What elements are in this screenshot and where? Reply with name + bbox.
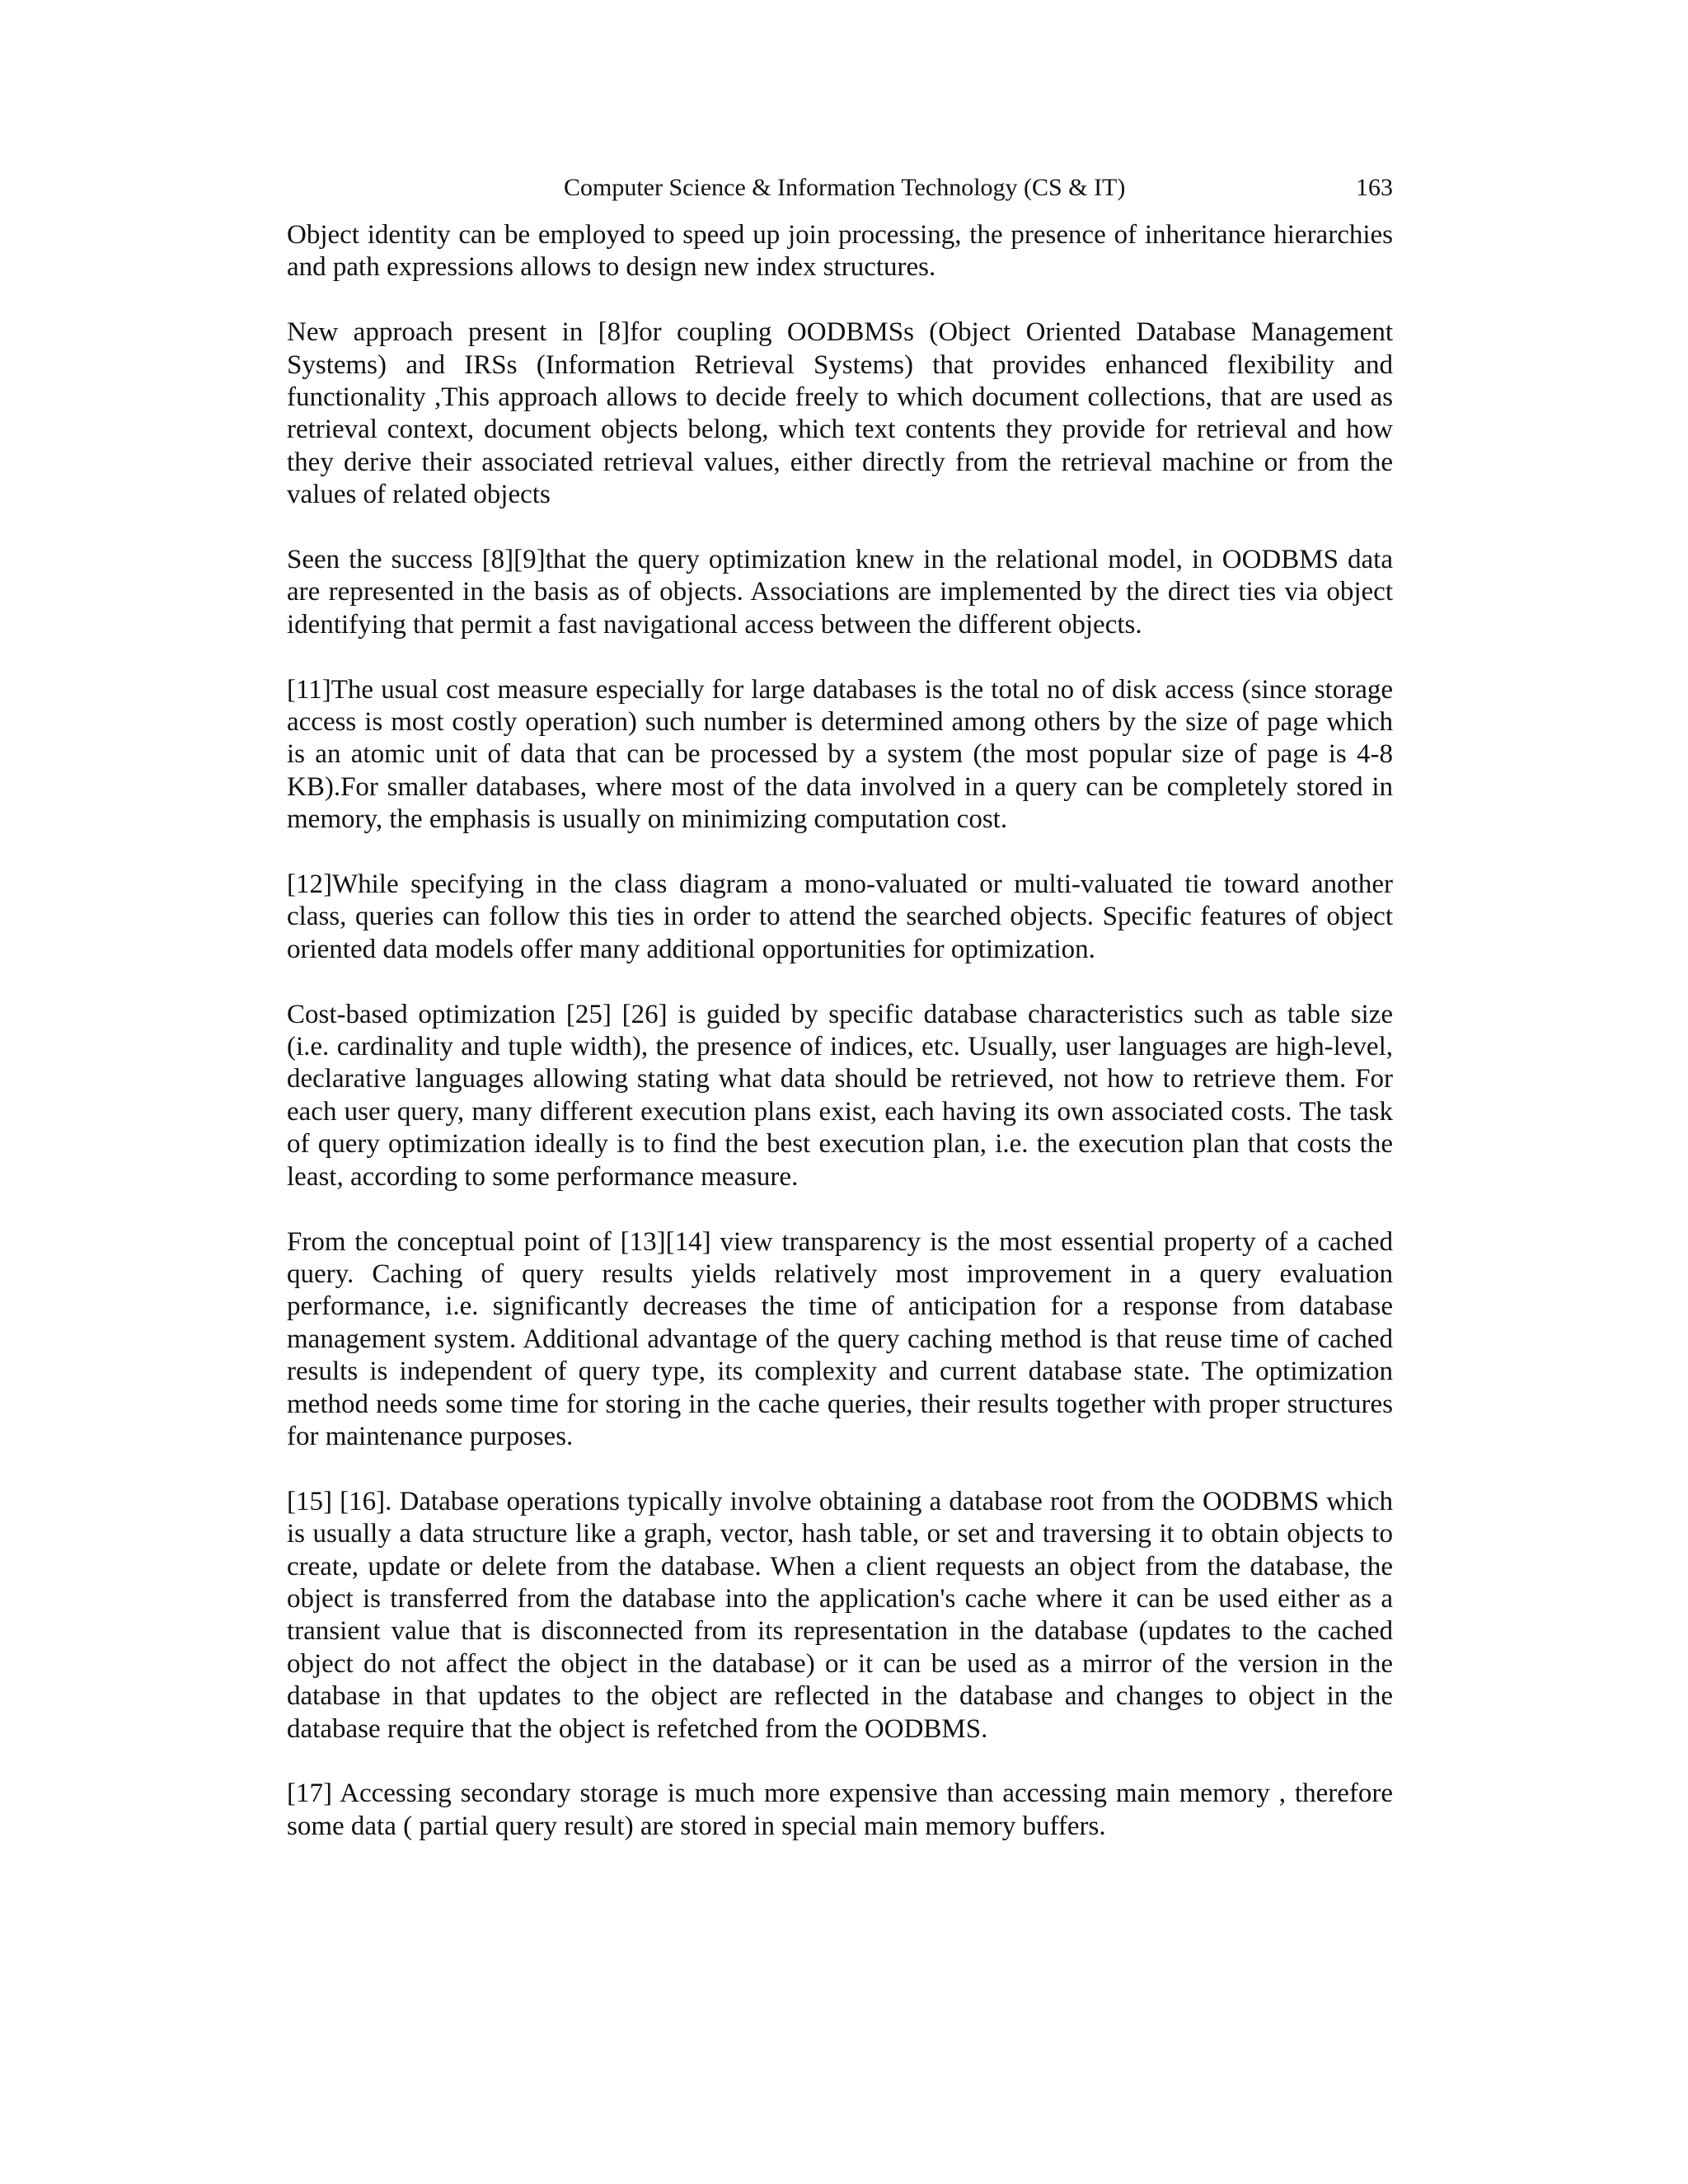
paragraph-oodbms-irs-coupling: New approach present in [8]for coupling OODBMSs (Object Oriented Database Management Systems) and IRSs (Information Retrieval Systems) that provides enhanced flexibility and functionality ,This approach allows to decide freely to which document collections, that are used as retrieval context, document objects belong, which text contents they provide for retrieval and how they derive their associated retrieval values, either directly from the retrieval machine or from the values of related objects	[287, 317, 1393, 510]
paragraph-secondary-storage: [17] Accessing secondary storage is much more expensive than accessing main memory , therefore some data ( partial query result) are stored in special main memory buffers.	[287, 1779, 1393, 1841]
paragraph-relational-success: Seen the success [8][9]that the query optimization knew in the relational model, in OODBMS data are represented in the basis as of objects. Associations are implemented by the direct ties via object identifying that permit a fast navigational access between the different objects.	[287, 545, 1393, 640]
running-title: Computer Science & Information Technology (CS & IT)	[564, 174, 1126, 201]
paragraph-cost-measure: [11]The usual cost measure especially for large databases is the total no of disk access (since storage access is most costly operation) such number is determined among others by the size of page which is an atomic unit of data that can be processed by a system (the most popular size of page is 4-8 KB).For smaller databases, where most of the data involved in a query can be completely stored in memory, the emphasis is usually on minimizing computation cost.	[287, 674, 1393, 835]
paragraph-object-identity: Object identity can be employed to speed up join processing, the presence of inheritance hierarchies and path expressions allows to design new index structures.	[287, 220, 1393, 283]
paragraph-class-diagram: [12]While specifying in the class diagram a mono-valuated or multi-valuated tie toward another class, queries can follow this ties in order to attend the searched objects. Specific features of object oriented data models offer many additional opportunities for optimization.	[287, 869, 1393, 964]
paragraph-cost-based-optimization: Cost-based optimization [25] [26] is guided by specific database characteristics such as table size (i.e. cardinality and tuple width), the presence of indices, etc. Usually, user languages are high-level, declarative languages allowing stating what data should be retrieved, not how to retrieve them. For each user query, many different execution plans exist, each having its own associated costs. The task of query optimization ideally is to find the best execution plan, i.e. the execution plan that costs the least, according to some performance measure.	[287, 999, 1393, 1192]
paragraph-database-operations: [15] [16]. Database operations typically involve obtaining a database root from the OODBMS which is usually a data structure like a graph, vector, hash table, or set and traversing it to obtain objects to create, update or delete from the database. When a client requests an object from the database, the object is transferred from the database into the application's cache where it can be used either as a transient value that is disconnected from its representation in the database (updates to the cached object do not affect the object in the database) or it can be used as a mirror of the version in the database in that updates to the object are reflected in the database and changes to object in the database require that the object is refetched from the OODBMS.	[287, 1486, 1393, 1744]
paragraph-query-caching: From the conceptual point of [13][14] view transparency is the most essential property of a cached query. Caching of query results yields relatively most improvement in a query evaluation performance, i.e. significantly decreases the time of anticipation for a response from database management system. Additional advantage of the query caching method is that reuse time of cached results is independent of query type, its complexity and current database state. The optimization method needs some time for storing in the cache queries, their results together with proper structures for maintenance purposes.	[287, 1226, 1393, 1451]
page-header	[287, 171, 1393, 204]
page-number: 163	[1356, 174, 1393, 201]
body-text	[287, 219, 1393, 1876]
